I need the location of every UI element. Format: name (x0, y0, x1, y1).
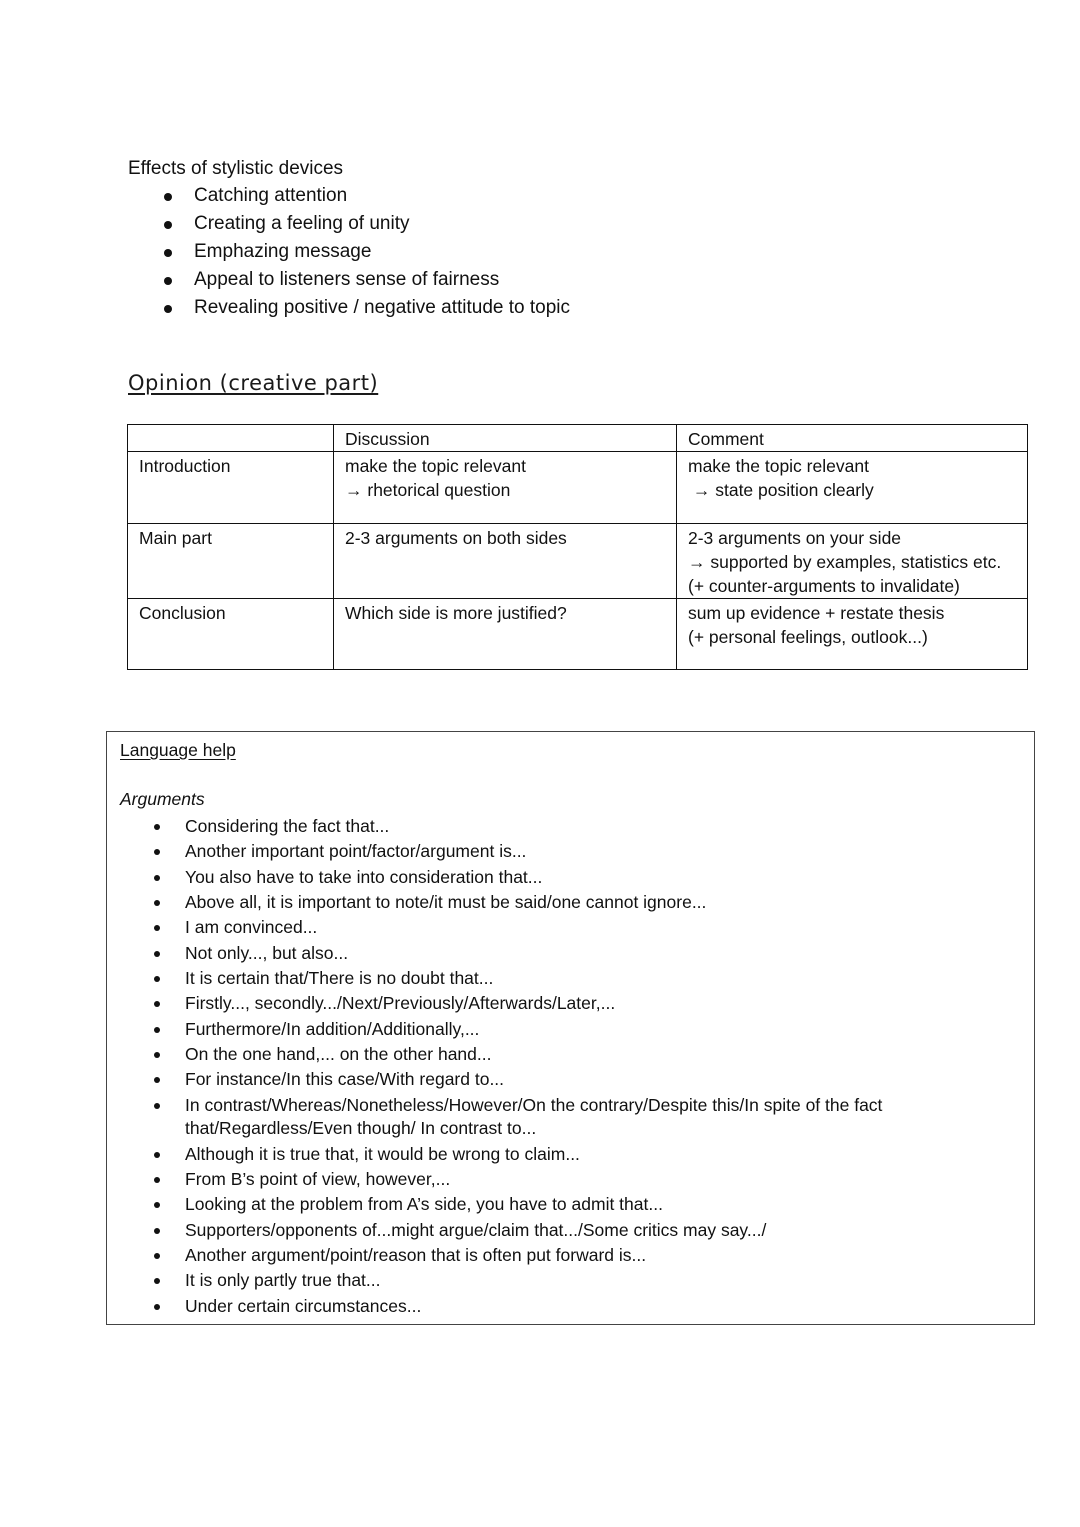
row-label: Conclusion (128, 599, 334, 670)
cell-line: → rhetorical question (345, 480, 511, 500)
table-row (128, 524, 1028, 599)
list-item: Another argument/point/reason that is often put forward is... (107, 1244, 1027, 1268)
cell-line: make the topic relevant (688, 456, 869, 476)
opinion-table (127, 424, 1028, 670)
list-item: Firstly..., secondly.../Next/Previously/Afterwards/Later,... (107, 992, 1027, 1016)
table-row (128, 599, 1028, 670)
table-header-row (128, 425, 1028, 452)
list-item: You also have to take into consideration that... (107, 866, 1027, 890)
row-label: Introduction (128, 452, 334, 524)
cell-line: 2-3 arguments on your side (688, 528, 902, 548)
cell-line: Which side is more justified? (345, 603, 567, 623)
table-row (128, 452, 1028, 524)
cell-line: → state position clearly (688, 480, 874, 500)
list-item: Furthermore/In addition/Additionally,... (107, 1018, 1027, 1042)
list-item: Considering the fact that... (107, 815, 1027, 839)
cell-line: 2-3 arguments on both sides (345, 528, 567, 548)
effects-section (128, 156, 570, 322)
effects-heading: Effects of stylistic devices (128, 158, 344, 179)
list-item: From B’s point of view, however,... (107, 1168, 1027, 1192)
table-header-cell: Discussion (334, 425, 677, 452)
language-help-box (106, 731, 1035, 1325)
comment-cell (677, 599, 1028, 670)
list-item: Supporters/opponents of...might argue/claim that.../Some critics may say.../ (107, 1219, 1027, 1243)
effects-list (128, 182, 570, 322)
comment-cell (677, 524, 1028, 599)
list-item: Emphazing message (128, 238, 570, 266)
list-item: It is certain that/There is no doubt that... (107, 967, 1027, 991)
list-item: Appeal to listeners sense of fairness (128, 266, 570, 294)
cell-line: make the topic relevant (345, 456, 526, 476)
list-item: Looking at the problem from A’s side, you have to admit that... (107, 1193, 1027, 1217)
arguments-subheading: Arguments (120, 789, 205, 809)
list-item: Revealing positive / negative attitude to topic (128, 294, 570, 322)
list-item: Not only..., but also... (107, 942, 1027, 966)
list-item: It is only partly true that... (107, 1269, 1027, 1293)
opinion-title: Opinion (creative part) (128, 371, 379, 395)
language-help-title: Language help (120, 740, 236, 760)
list-item: In contrast/Whereas/Nonetheless/However/On the contrary/Despite this/In spite of the fact that/Regardless/Even though/ In contrast to... (107, 1094, 1027, 1141)
arguments-list (107, 815, 1027, 1320)
list-item: Although it is true that, it would be wrong to claim... (107, 1143, 1027, 1167)
list-item: Catching attention (128, 182, 570, 210)
list-item: For instance/In this case/With regard to... (107, 1068, 1027, 1092)
cell-line: → supported by examples, statistics etc. (688, 552, 1002, 572)
comment-cell (677, 452, 1028, 524)
discussion-cell (334, 599, 677, 670)
list-item: Another important point/factor/argument is... (107, 840, 1027, 864)
list-item: On the one hand,... on the other hand... (107, 1043, 1027, 1067)
list-item: I am convinced... (107, 916, 1027, 940)
list-item: Creating a feeling of unity (128, 210, 570, 238)
table-header-cell: Comment (677, 425, 1028, 452)
list-item: Above all, it is important to note/it must be said/one cannot ignore... (107, 891, 1027, 915)
cell-line: sum up evidence + restate thesis (688, 603, 945, 623)
cell-line: (+ counter-arguments to invalidate) (688, 576, 960, 596)
cell-line: (+ personal feelings, outlook...) (688, 627, 928, 647)
discussion-cell (334, 524, 677, 599)
table-header-cell (128, 425, 334, 452)
discussion-cell (334, 452, 677, 524)
list-item: Under certain circumstances... (107, 1295, 1027, 1319)
row-label: Main part (128, 524, 334, 599)
